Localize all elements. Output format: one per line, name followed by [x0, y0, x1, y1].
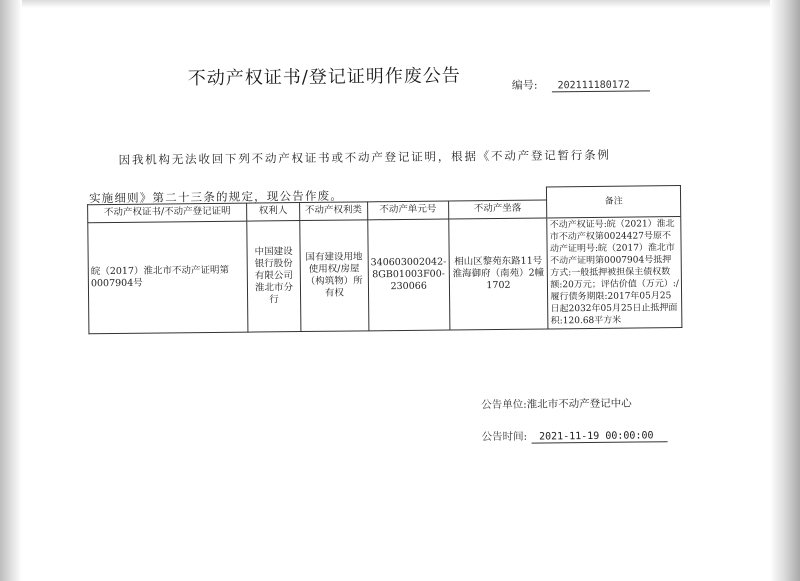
header-right-type: 不动产权利类 [299, 201, 367, 220]
scan-right-shadow [770, 0, 800, 581]
publishing-unit [481, 396, 632, 413]
header-location: 不动产坐落 [448, 199, 547, 218]
cell-note: 不动产权证号:皖（2021）淮北市不动产权第0024427号原不动产证明号:皖（2017）淮北市不动产证明第0007904号抵押方式:一般抵押被担保主债权数额:20万元；评估价值（万元）:/履行债务期限:2017年05月25日起2032年05月25日止抵押面积:120.68平方米 [547, 216, 682, 328]
publishing-time [481, 427, 667, 444]
cell-certificate: 皖（2017）淮北市不动产证明第0007904号 [88, 221, 248, 334]
cell-owner: 中国建设银行股份有限公司淮北市分行 [247, 220, 301, 332]
serial-value: 202111180172 [552, 79, 650, 92]
serial-number [512, 75, 650, 92]
table-row [88, 216, 682, 333]
announcement-page [37, 16, 763, 564]
cell-unit-number: 340603002042-8GB01003F00-230066 [368, 218, 450, 330]
cell-location: 相山区黎苑东路11号淮海御府（南苑）2幢1702 [448, 217, 548, 329]
document-title: 不动产权证书/登记证明作废公告 [187, 65, 461, 90]
serial-label: 编号: [511, 78, 538, 92]
header-note: 备注 [547, 186, 681, 218]
paragraph-line-1: 因我机构无法收回下列不动产权证书或不动产登记证明，根据《不动产登记暂行条例 [118, 147, 611, 167]
publishing-time-value: 2021-11-19 00:00:00 [531, 430, 667, 443]
paragraph-line-2: 实施细则》第二十三条的规定，现公告作废。 [88, 188, 344, 206]
publishing-unit-value: 淮北市不动产登记中心 [526, 397, 632, 411]
publishing-time-label: 公告时间: [481, 430, 528, 444]
cell-right-type: 国有建设用地使用权/房屋（构筑物）所有权 [299, 219, 368, 331]
scan-top-edge [0, 0, 800, 8]
scan-left-shadow [0, 0, 22, 581]
voided-certificate-table [87, 185, 682, 334]
publishing-unit-label: 公告单位: [481, 398, 527, 412]
header-owner: 权利人 [247, 202, 300, 221]
header-certificate: 不动产权证书/不动产登记证明 [88, 203, 247, 223]
header-unit-number: 不动产单元号 [367, 200, 448, 219]
